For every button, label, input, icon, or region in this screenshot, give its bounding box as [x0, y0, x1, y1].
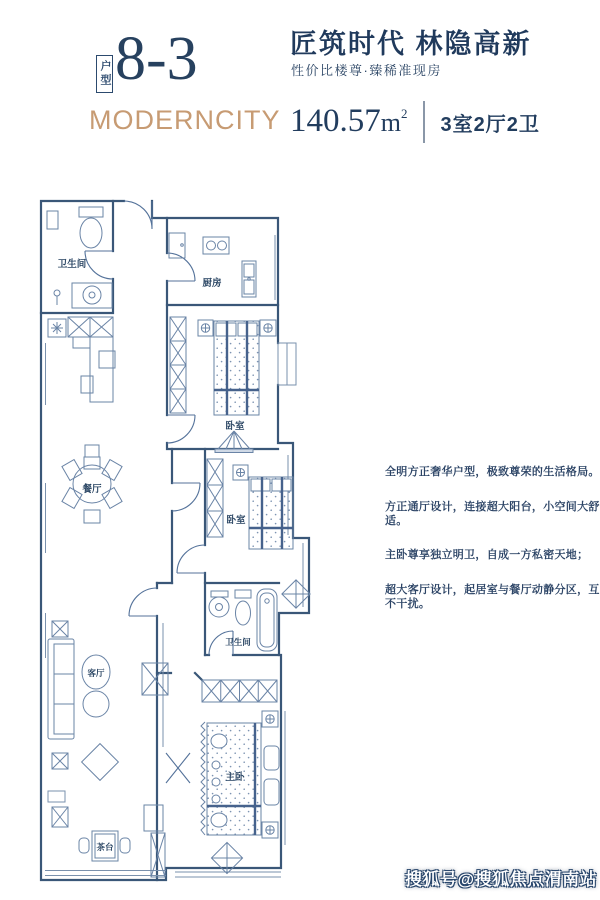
room-label-bathroom-1: 卫生间 — [57, 259, 87, 270]
selling-point-line: 超大客厅设计，起居室与餐厅动静分区，互不干扰。 — [385, 584, 600, 610]
room-layout: 3室2厅2卫 — [440, 113, 540, 136]
sohu-watermark: 搜狐号@搜狐焦点渭南站 — [405, 870, 598, 889]
room-label-master: 主卧 — [225, 772, 245, 783]
selling-point-line: 主卧尊享独立明卫，自成一方私密天地； — [385, 549, 589, 562]
furniture — [47, 207, 310, 877]
area-value: $140.57m^2$ — [290, 103, 408, 140]
room-label-dining: 餐厅 — [82, 484, 102, 495]
spec-divider — [423, 101, 425, 143]
slogan-title: 匠筑时代 林隐高新 — [290, 29, 532, 59]
slogan-subtitle: 性价比楼尊·臻稀准现房 — [291, 63, 442, 78]
room-label-bedroom-2: 卧室 — [226, 515, 246, 526]
spec-row — [290, 101, 540, 143]
selling-point-line: 全明方正奢华户型，极致尊荣的生活格局。 — [385, 466, 600, 478]
brand-name: MODERNCITY — [89, 105, 281, 135]
selling-point-line: 方正通厅设计，连接超大阳台，小空间大舒适。 — [385, 500, 600, 527]
room-label-living: 客厅 — [87, 668, 105, 678]
unit-number: 8-3 — [115, 25, 198, 93]
floorplan-drawing — [35, 193, 311, 885]
room-label-tea: 茶台 — [96, 842, 114, 852]
room-label-kitchen: 厨房 — [202, 278, 222, 289]
unit-type-tag: 户型 — [96, 55, 113, 93]
selling-points — [385, 466, 600, 633]
room-label-bathroom-2: 卫生间 — [225, 637, 251, 647]
room-label-bedroom-1: 卧室 — [225, 421, 245, 432]
